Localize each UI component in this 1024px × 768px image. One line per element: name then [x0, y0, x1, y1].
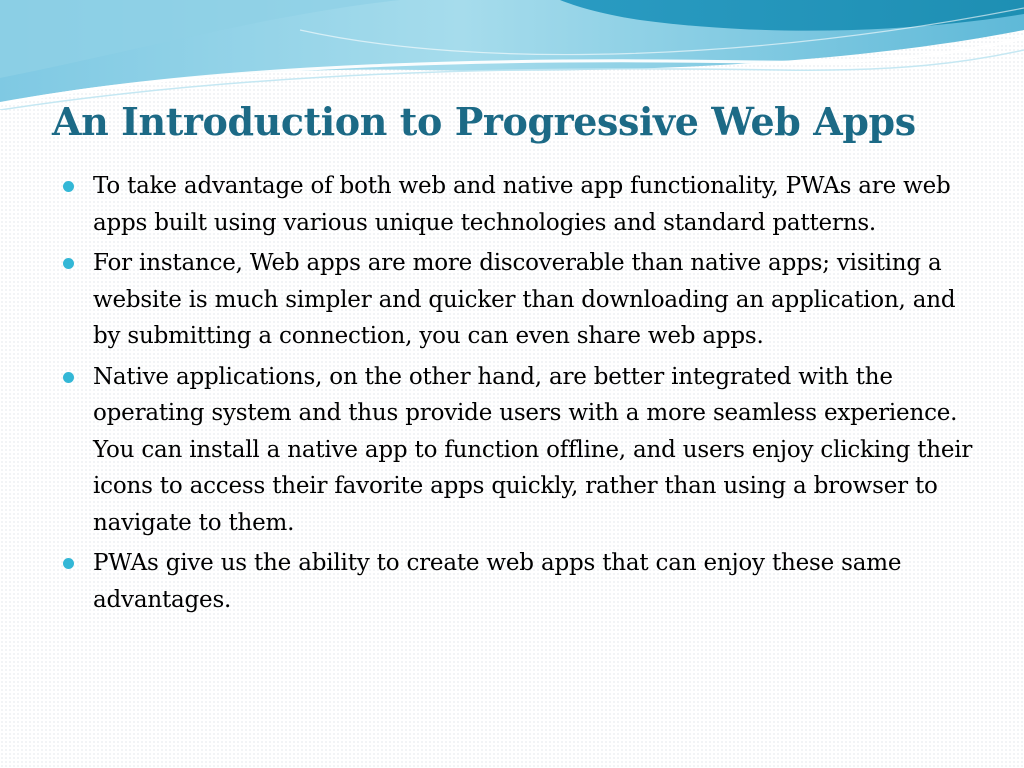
bullet-text: For instance, Web apps are more discoverable than native apps; visiting a website is much simpler and quicker than downloading an application, and by submitting a connection, you can even share web apps. [93, 250, 956, 349]
bullet-dot-icon [63, 372, 74, 383]
bullet-item [60, 168, 975, 241]
bullet-item [60, 359, 975, 542]
bullet-dot-icon [63, 558, 74, 569]
bullet-text: To take advantage of both web and native app functionality, PWAs are web apps built using various unique technologies and standard patterns. [93, 173, 951, 236]
bullet-text: Native applications, on the other hand, are better integrated with the operating system and thus provide users with a more seamless experience. You can install a native app to function offline, and users enjoy clicking their icons to access their favorite apps quickly, rather than using a browser to navigate to them. [93, 363, 973, 536]
slide-title: An Introduction to Progressive Web Apps [52, 99, 916, 144]
bullet-text: PWAs give us the ability to create web apps that can enjoy these same advantages. [93, 550, 902, 613]
bullet-item [60, 245, 975, 355]
bullet-dot-icon [63, 181, 74, 192]
decorative-wave-header [0, 0, 1024, 110]
bullet-dot-icon [63, 258, 74, 269]
bullet-item [60, 545, 975, 618]
bullet-list [60, 168, 975, 622]
